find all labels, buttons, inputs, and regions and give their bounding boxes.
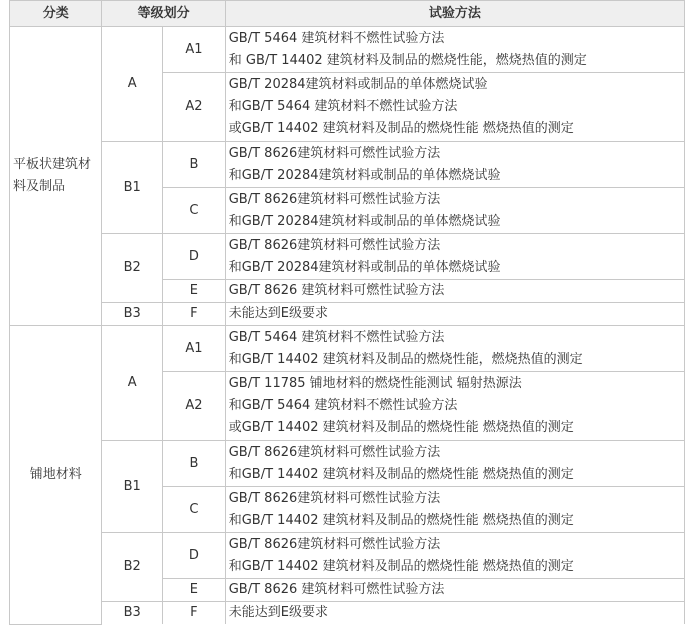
- method-cell: [225, 280, 684, 303]
- subgrade-cell: E: [163, 280, 226, 303]
- table-row: [10, 533, 685, 579]
- method-cell: [225, 602, 684, 625]
- subgrade-cell: C: [163, 487, 226, 533]
- subgrade-cell: B: [163, 142, 226, 188]
- method-line: GB/T 8626 建筑材料可燃性试验方法: [228, 582, 445, 597]
- table-row: [10, 326, 685, 372]
- method-line: 和GB/T 20284建筑材料或制品的单体燃烧试验: [228, 213, 501, 229]
- subgrade-cell: A2: [163, 372, 226, 441]
- category-cell: 铺地材料: [10, 326, 102, 625]
- method-line: GB/T 8626建筑材料可燃性试验方法: [228, 191, 441, 207]
- subgrade-cell: E: [163, 579, 226, 602]
- method-cell: [225, 326, 684, 372]
- method-line: 和GB/T 5464 建筑材料不燃性试验方法: [228, 398, 458, 413]
- method-cell: [225, 303, 684, 326]
- method-line: GB/T 5464 建筑材料不燃性试验方法: [228, 30, 445, 46]
- subgrade-cell: A1: [163, 326, 226, 372]
- method-line: 和GB/T 14402 建筑材料及制品的燃烧性能 燃烧热值的测定: [228, 512, 574, 528]
- method-line: 和GB/T 5464 建筑材料不燃性试验方法: [228, 99, 458, 114]
- method-line: 未能达到E级要求: [228, 605, 328, 620]
- category-cell: 平板状建筑材料及制品: [10, 27, 102, 326]
- method-line: GB/T 8626建筑材料可燃性试验方法: [228, 145, 441, 161]
- table-row: [10, 602, 685, 625]
- method-line: 和 GB/T 14402 建筑材料及制品的燃烧性能，燃烧热值的测定: [228, 52, 587, 68]
- grade-cell: A: [102, 326, 163, 441]
- subgrade-cell: F: [163, 303, 226, 326]
- subgrade-cell: D: [163, 533, 226, 579]
- method-line: GB/T 8626建筑材料可燃性试验方法: [228, 490, 441, 506]
- subgrade-cell: F: [163, 602, 226, 625]
- method-line: 和GB/T 14402 建筑材料及制品的燃烧性能 燃烧热值的测定: [228, 466, 574, 482]
- method-line: 和GB/T 14402 建筑材料及制品的燃烧性能，燃烧热值的测定: [228, 351, 583, 367]
- grade-cell: B3: [102, 303, 163, 326]
- method-cell: [225, 372, 684, 441]
- method-line: 未能达到E级要求: [228, 306, 328, 321]
- method-line: GB/T 8626建筑材料可燃性试验方法: [228, 237, 441, 253]
- method-line: GB/T 8626建筑材料可燃性试验方法: [228, 536, 441, 552]
- method-cell: [225, 579, 684, 602]
- method-cell: [225, 533, 684, 579]
- table-row: [10, 234, 685, 280]
- header-method: 试验方法: [225, 1, 684, 27]
- method-cell: [225, 142, 684, 188]
- method-line: GB/T 8626 建筑材料可燃性试验方法: [228, 283, 445, 298]
- method-line: GB/T 11785 铺地材料的燃烧性能测试 辐射热源法: [228, 376, 522, 391]
- grade-cell: A: [102, 27, 163, 142]
- subgrade-cell: B: [163, 441, 226, 487]
- method-cell: [225, 27, 684, 73]
- grade-cell: B1: [102, 441, 163, 533]
- subgrade-cell: D: [163, 234, 226, 280]
- method-cell: [225, 487, 684, 533]
- header-row: [10, 1, 685, 27]
- method-line: 或GB/T 14402 建筑材料及制品的燃烧性能 燃烧热值的测定: [228, 420, 574, 435]
- grade-cell: B2: [102, 234, 163, 303]
- method-line: 和GB/T 20284建筑材料或制品的单体燃烧试验: [228, 167, 501, 183]
- method-line: 或GB/T 14402 建筑材料及制品的燃烧性能 燃烧热值的测定: [228, 121, 574, 136]
- grade-cell: B2: [102, 533, 163, 602]
- header-grade: 等级划分: [102, 1, 225, 27]
- fire-classification-table: [9, 0, 685, 625]
- grade-cell: B3: [102, 602, 163, 625]
- method-line: GB/T 8626建筑材料可燃性试验方法: [228, 444, 441, 460]
- method-line: GB/T 20284建筑材料或制品的单体燃烧试验: [228, 77, 488, 92]
- table-row: [10, 142, 685, 188]
- method-line: 和GB/T 20284建筑材料或制品的单体燃烧试验: [228, 259, 501, 275]
- method-cell: [225, 73, 684, 142]
- table-row: [10, 303, 685, 326]
- group-flat-materials: [10, 27, 685, 326]
- grade-cell: B1: [102, 142, 163, 234]
- subgrade-cell: C: [163, 188, 226, 234]
- method-cell: [225, 234, 684, 280]
- header-category: 分类: [10, 1, 102, 27]
- method-line: 和GB/T 14402 建筑材料及制品的燃烧性能 燃烧热值的测定: [228, 558, 574, 574]
- table-row: [10, 27, 685, 73]
- method-cell: [225, 188, 684, 234]
- group-floor-materials: [10, 326, 685, 625]
- subgrade-cell: A1: [163, 27, 226, 73]
- subgrade-cell: A2: [163, 73, 226, 142]
- method-line: GB/T 5464 建筑材料不燃性试验方法: [228, 329, 445, 345]
- table-row: [10, 441, 685, 487]
- method-cell: [225, 441, 684, 487]
